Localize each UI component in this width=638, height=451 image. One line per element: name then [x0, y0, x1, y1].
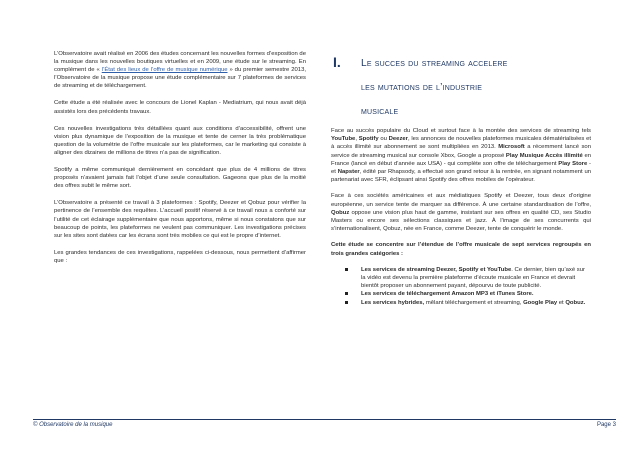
right-column: [331, 52, 591, 307]
brand-youtube: YouTube: [331, 136, 356, 143]
list-item: [345, 299, 591, 307]
text-run: a récemment lancé son service de streaming musical sur console Xbox, Google a proposé: [331, 144, 591, 159]
right-paragraph-3: Cette étude se concentre sur l’étendue de l’offre musicale de sept services regroupés en trois grandes catégories :: [331, 242, 591, 257]
text-run: Les services hybrides,: [361, 299, 425, 306]
footer-divider: [33, 419, 616, 420]
etat-des-lieux-link[interactable]: l’État des lieux de l’offre de musique numérique: [101, 67, 228, 74]
text-run: Face au succès populaire du Cloud et surtout face à la montée des services de streaming tels: [331, 128, 591, 134]
text-run: - et: [331, 160, 591, 176]
brand-spotify: Spotify: [358, 136, 379, 143]
bullet-icon: [345, 301, 348, 304]
left-paragraph-5: L’Observatoire a présenté ce travail à 3 plateformes : Spotify, Deezer et Qobuz pour vérifier la pertinence de l’ensemble des requêtes. L’accueil positif réservé à ce travail nous a conforté sur l’utilité de cet éclairage supplémentaire que nous apportons, même si nous constatons que sur beaucoup de points, les plateformes ne veulent pas communiquer. Les investigations précises sur les sites sont datées car les écrans sont très mobiles ce qui est le propre d’internet.: [54, 200, 306, 239]
heading-line-3: musicale: [361, 106, 399, 117]
left-column: [54, 50, 306, 274]
heading-line-1: Le succes du streaming accelere: [361, 58, 508, 69]
text-run: Google Play: [523, 299, 558, 306]
left-paragraph-3: Ces nouvelles investigations très détaillées quant aux conditions d’accessibilité, offrent une vision plus dynamique de l’exposition de la musique et tente de cerner la très problématique question de la volumétrie de l’offre musicale sur les plateformes, car le marketing qui consiste à aligner des dizaines de millions de titres n’a pas de signification.: [54, 125, 306, 156]
brand-napster: Napster: [337, 169, 360, 176]
text-run: ou: [378, 136, 389, 143]
left-paragraph-6: Les grandes tendances de ces investigations, rappelées ci-dessous, nous permettent d’affirmer que :: [54, 249, 306, 264]
text-run: en France (lancé en début d’année aux USA) - qui complète son offre de téléchargement: [331, 152, 591, 167]
text-run: » du premier semestre 2013, l’Observatoire de la musique propose une étude complémentaire sur 7 plateformes de services de streaming et de téléchargement.: [54, 67, 306, 90]
text-run: , édité par Rhapsody, a effectué son grand retour à la rentrée, en signant notamment un partenariat avec SFR, éclipsant ainsi Spotify des offres mobiles de l’opérateur.: [331, 169, 591, 184]
text-run: Les services de streaming Deezer, Spotify et YouTube: [361, 266, 512, 273]
brand-play-store: Play Store: [558, 160, 588, 167]
text-run: L’Observatoire avait réalisé en 2006 des études concernant les nouvelles formes d’exposition de la musique dans les nouvelles boutiques virtuelles et en 2009, une étude sur le streaming. En complément de «: [54, 51, 306, 74]
text-run: mêlant téléchargement et streaming,: [424, 299, 524, 306]
bullet-icon: [345, 268, 348, 271]
left-paragraph-2: Cette étude a été réalisée avec le concours de Lionel Kaplan - Mediatrium, qui nous avait déjà assistés lors des précédents travaux.: [54, 100, 306, 115]
brand-google-play-music: Play Musique Accès illimité: [505, 152, 583, 159]
section-heading: [331, 52, 591, 124]
services-list: [331, 266, 591, 307]
left-paragraph-1: [54, 50, 306, 90]
footer-copyright: © Observatoire de la musique: [33, 422, 113, 428]
text-run: , les annonces de nouvelles plateformes musicales dématérialisées et à accès illimité sur abonnement se sont multipliées en 2013.: [331, 136, 592, 151]
text-run: Face à ces sociétés américaines et aux médiatiques Spotify et Deezer, tous deux d’origine européenne, un service tente de marquer sa différence. À une certaine standardisation de l’offre,: [331, 193, 591, 208]
right-paragraph-2: [331, 192, 591, 233]
page-number: Page 3: [596, 422, 616, 428]
brand-deezer: Deezer: [388, 136, 408, 143]
text-run: ,: [355, 136, 359, 143]
heading-line-2: les mutations de l’industrie: [361, 82, 483, 93]
list-item: [345, 266, 591, 291]
section-number: I.: [333, 54, 341, 70]
text-run: oppose une vision plus haut de gamme, insistant sur ses offres en qualité CD, ses Studio Masters ou encore ses sélections classiques et jazz. À l’image de ses concurrents qui s’internationalisent, Qobuz, née en France, comme Deezer, tente de conquérir le monde.: [331, 209, 591, 233]
list-item: [345, 290, 591, 298]
bullet-icon: [345, 292, 348, 295]
text-run: Les services de téléchargement Amazon MP3 et iTunes Store.: [361, 291, 534, 298]
text-run: Qobuz.: [565, 299, 586, 306]
right-paragraph-1: [331, 127, 591, 184]
text-run: . Ce dernier, bien qu’axé sur la vidéo est devenu la première plateforme d’écoute musicale en France et devrait bientôt proposer un abonnement payant, dépourvu de toute publicité.: [361, 266, 585, 290]
brand-microsoft: Microsoft: [498, 144, 525, 151]
brand-qobuz: Qobuz: [331, 209, 350, 216]
left-paragraph-4: Spotify a même communiqué dernièrement en concédant que plus de 4 millions de titres proposés n’avaient jamais fait l’objet d’une seule consultation. Gageons que plus de la moitié des offres subit le même sort.: [54, 167, 306, 190]
text-run: et: [557, 299, 566, 306]
